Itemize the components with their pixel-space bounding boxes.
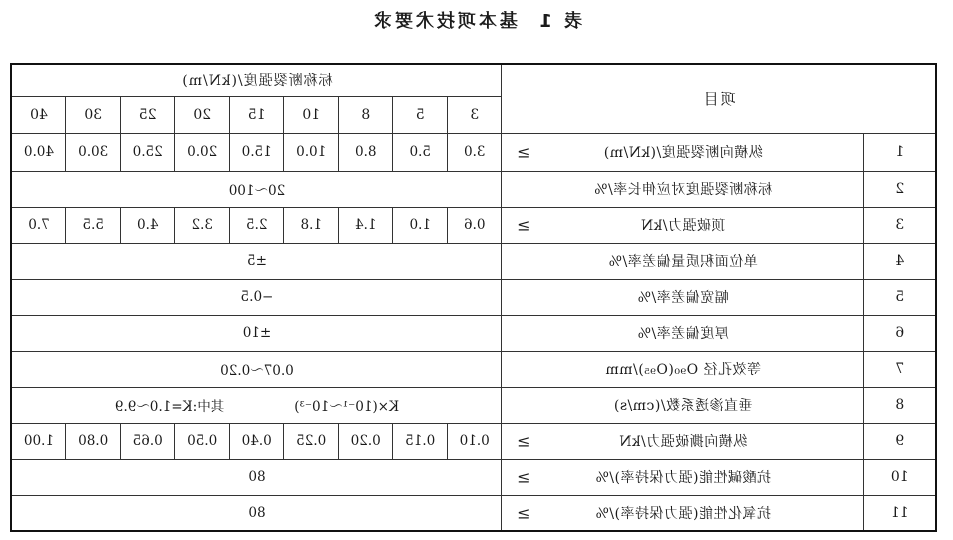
item-label: 单位面积质量偏差率/% — [608, 254, 758, 270]
comparison-sign: ≥ — [516, 467, 531, 487]
spanning-value-cell — [11, 315, 502, 351]
value-cell: 1.8 — [284, 207, 339, 243]
spanning-value-cell — [11, 351, 502, 387]
value-cell: 0.80 — [66, 423, 121, 459]
table-row — [11, 351, 936, 387]
value-cell: 0.15 — [393, 423, 448, 459]
item-label: 抗氧化性能(强力保持率)/% — [595, 505, 771, 522]
row-number: 9 — [864, 423, 936, 459]
item-column-header: 项目 — [502, 64, 936, 133]
table-row — [11, 279, 936, 315]
comparison-sign: ≥ — [516, 142, 531, 162]
item-cell — [502, 495, 864, 531]
row-number: 6 — [864, 315, 936, 351]
table-row — [11, 243, 936, 279]
value-cell: 20.0 — [175, 133, 230, 171]
grade-header: 3 — [447, 96, 502, 133]
item-label: 厚度偏差率/% — [637, 326, 729, 342]
item-cell — [502, 423, 864, 459]
value-cell: 0.20 — [338, 423, 393, 459]
requirement-value: ±5 — [247, 253, 267, 269]
header-row — [11, 64, 936, 96]
grade-header: 10 — [284, 96, 339, 133]
requirement-value: −0.5 — [240, 289, 274, 305]
spanning-value-cell — [11, 495, 502, 531]
row-number: 3 — [864, 207, 936, 243]
value-cell: 10.0 — [284, 133, 339, 171]
table-title: 表 1 基本项技术要求 — [370, 11, 583, 32]
table-row — [11, 387, 936, 423]
value-cell: 3.2 — [175, 207, 230, 243]
spanning-value-cell — [11, 171, 502, 207]
value-cell: 25.0 — [120, 133, 175, 171]
value-cell: 0.50 — [175, 423, 230, 459]
spanning-value-cell — [11, 387, 502, 423]
value-cell: 1.4 — [338, 207, 393, 243]
row-number: 7 — [864, 351, 936, 387]
row-number: 8 — [864, 387, 936, 423]
requirements-table — [10, 63, 937, 532]
grade-header: 40 — [11, 96, 66, 133]
grade-header: 15 — [229, 96, 284, 133]
table-header — [11, 64, 936, 133]
item-label: 等效孔径 O₉₀(O₉₅)/mm — [604, 362, 762, 378]
grade-header: 5 — [393, 96, 448, 133]
value-cell: 3.0 — [447, 133, 502, 171]
comparison-sign: ≥ — [516, 215, 531, 235]
item-label: 顶破强力/kN — [640, 218, 726, 234]
value-cell: 5.0 — [393, 133, 448, 171]
item-cell — [502, 207, 864, 243]
requirement-value: 80 — [248, 469, 266, 485]
item-label: 纵横向撕破强力/kN — [618, 434, 748, 450]
item-cell — [502, 171, 864, 207]
grade-header: 20 — [175, 96, 230, 133]
requirement-value: 20～100 — [228, 183, 286, 199]
requirement-note: 其中:K=1.0～9.9 — [114, 399, 225, 415]
spanning-value-cell — [11, 279, 502, 315]
table-row — [11, 423, 936, 459]
item-label: 纵横向断裂强度/(kN/m) — [603, 145, 763, 161]
requirement-value: K×(10⁻¹～10⁻³) — [294, 399, 400, 415]
item-label: 抗酸碱性能(强力保持率)/% — [595, 470, 771, 486]
item-cell — [502, 387, 864, 423]
item-cell — [502, 459, 864, 495]
row-number: 10 — [864, 459, 936, 495]
value-cell: 2.5 — [229, 207, 284, 243]
table-row — [11, 171, 936, 207]
grade-header: 25 — [120, 96, 175, 133]
item-label: 垂直渗透系数/(cm/s) — [613, 398, 753, 414]
value-cell: 15.0 — [229, 133, 284, 171]
value-cell: 40.0 — [11, 133, 66, 171]
row-number: 2 — [864, 171, 936, 207]
value-cell: 0.25 — [284, 423, 339, 459]
item-cell — [502, 351, 864, 387]
item-cell — [502, 315, 864, 351]
value-cell: 0.65 — [120, 423, 175, 459]
table-row — [11, 459, 936, 495]
comparison-sign: ≥ — [516, 503, 531, 523]
value-cell: 1.0 — [393, 207, 448, 243]
requirement-value: 80 — [248, 504, 266, 521]
item-cell — [502, 279, 864, 315]
value-cell: 8.0 — [338, 133, 393, 171]
spanning-value-cell — [11, 243, 502, 279]
row-number: 4 — [864, 243, 936, 279]
item-cell — [502, 133, 864, 171]
value-cell: 0.6 — [447, 207, 502, 243]
item-cell — [502, 243, 864, 279]
item-label: 标称断裂强度对应伸长率/% — [593, 182, 773, 198]
value-cell: 1.00 — [11, 423, 66, 459]
value-cell: 0.10 — [447, 423, 502, 459]
strength-group-header: 标称断裂强度/(kN/m) — [11, 64, 502, 96]
grade-header: 8 — [338, 96, 393, 133]
table-row — [11, 207, 936, 243]
item-label: 幅宽偏差率/% — [637, 290, 729, 306]
table-body — [11, 133, 936, 531]
spanning-value-cell — [11, 459, 502, 495]
row-number: 5 — [864, 279, 936, 315]
value-cell: 4.0 — [120, 207, 175, 243]
table-row — [11, 315, 936, 351]
row-number: 1 — [864, 133, 936, 171]
comparison-sign: ≥ — [516, 431, 531, 451]
value-cell: 0.40 — [229, 423, 284, 459]
row-number: 11 — [864, 495, 936, 531]
table-row — [11, 495, 936, 531]
table-row — [11, 133, 936, 171]
requirement-value: 0.07～0.20 — [220, 363, 294, 379]
grade-header: 30 — [66, 96, 121, 133]
value-cell: 7.0 — [11, 207, 66, 243]
value-cell: 30.0 — [66, 133, 121, 171]
value-cell: 5.5 — [66, 207, 121, 243]
requirement-value: ±10 — [242, 325, 272, 341]
